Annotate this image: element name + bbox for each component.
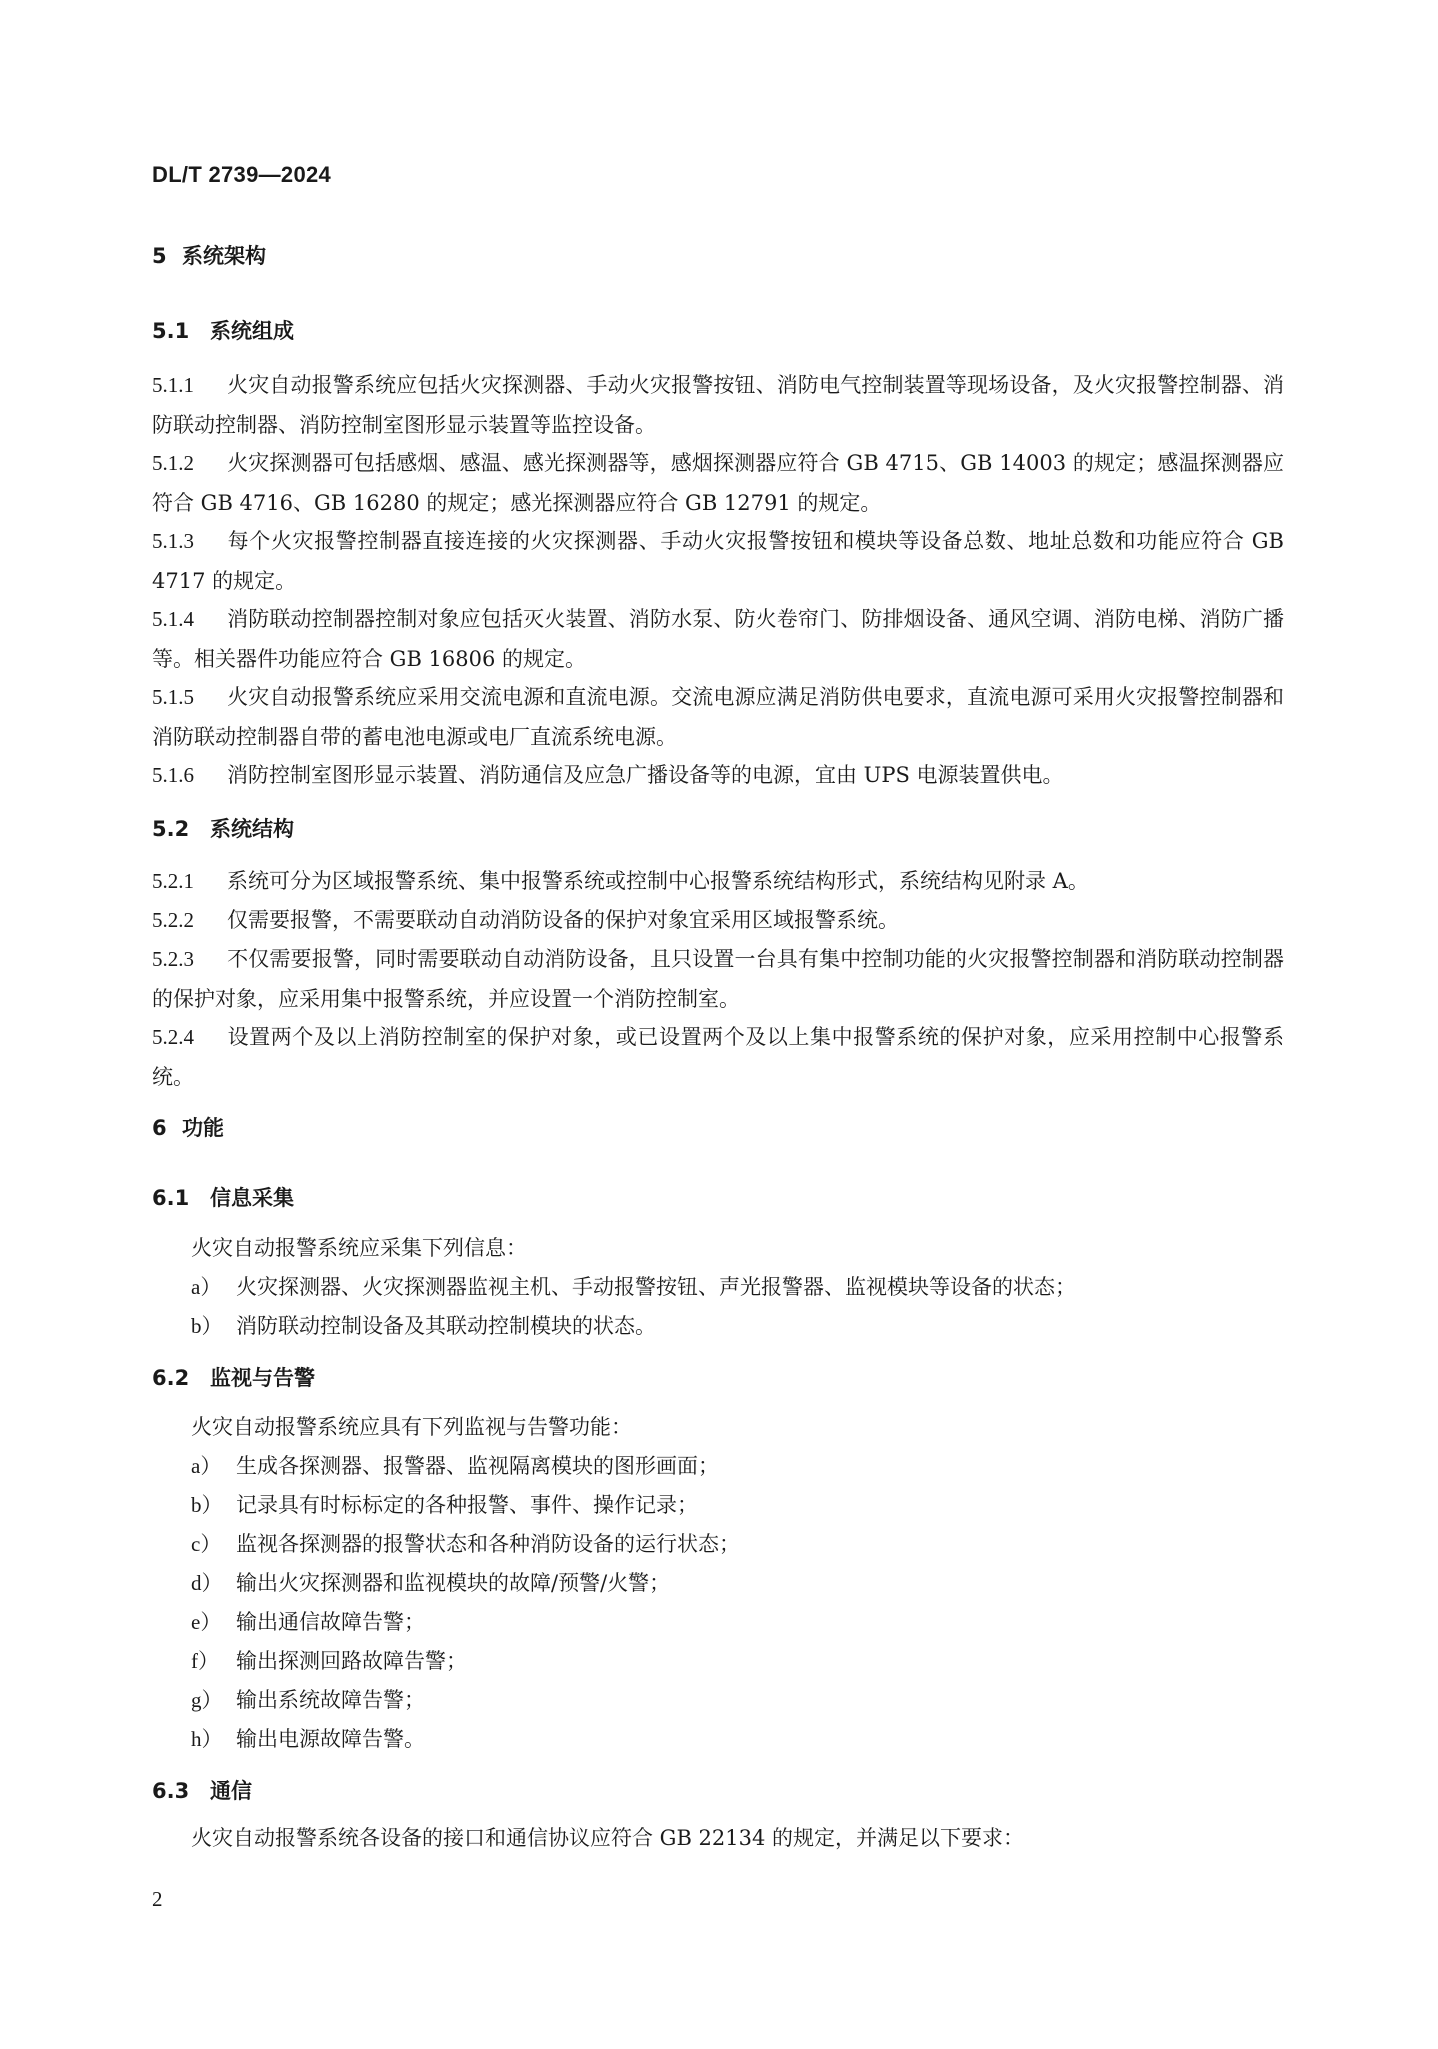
list-text: 输出通信故障告警； [236,1610,425,1634]
section-5-1-heading [152,315,294,345]
section-5-2-heading [152,813,294,843]
clause-text: 不仅需要报警，同时需要联动自动消防设备，且只设置一台具有集中控制功能的火灾报警控制器和消防联动控制器的保护对象，应采用集中报警系统，并应设置一个消防控制室。 [152,947,1284,1011]
list-text: 记录具有时标标定的各种报警、事件、操作记录； [236,1493,698,1517]
section-number: 5.1 [152,319,190,343]
list-item [191,1606,425,1636]
list-text: 火灾探测器、火灾探测器监视主机、手动报警按钮、声光报警器、监视模块等设备的状态； [236,1275,1076,1299]
section-5-heading [152,240,266,270]
list-label: c） [191,1532,222,1556]
section-6-2-heading [152,1362,315,1392]
section-number: 6.2 [152,1366,190,1390]
clause-5-1-3 [152,521,1284,601]
list-item [191,1489,698,1519]
section-6-2-intro: 火灾自动报警系统应具有下列监视与告警功能： [191,1415,632,1439]
list-text: 监视各探测器的报警状态和各种消防设备的运行状态； [236,1532,740,1556]
list-item [191,1310,656,1340]
section-6-1-heading [152,1182,294,1212]
list-label: a） [191,1454,222,1478]
section-title: 系统结构 [210,817,294,841]
clause-text: 每个火灾报警控制器直接连接的火灾探测器、手动火灾报警按钮和模块等设备总数、地址总数和功能应符合 GB 4717 的规定。 [152,529,1284,593]
list-label: f） [191,1649,219,1673]
clause-text: 火灾自动报警系统应包括火灾探测器、手动火灾报警按钮、消防电气控制装置等现场设备，及火灾报警控制器、消防联动控制器、消防控制室图形显示装置等监控设备。 [152,373,1284,437]
list-label: b） [191,1314,223,1338]
clause-5-2-2 [152,900,1284,940]
list-label: b） [191,1493,223,1517]
clause-text: 消防控制室图形显示装置、消防通信及应急广播设备等的电源，宜由 UPS 电源装置供电。 [227,763,1064,787]
clause-5-2-4 [152,1017,1284,1097]
list-label: a） [191,1275,222,1299]
page-number: 2 [152,1887,163,1911]
list-label: h） [191,1727,223,1751]
section-6-1-intro: 火灾自动报警系统应采集下列信息： [191,1236,527,1260]
section-6-heading [152,1112,224,1142]
list-item [191,1645,467,1675]
clause-number: 5.2.3 [152,947,194,971]
clause-number: 5.2.4 [152,1025,194,1049]
list-item [191,1528,740,1558]
section-title: 功能 [182,1116,224,1140]
list-label: e） [191,1610,222,1634]
clause-5-1-2 [152,443,1284,523]
clause-text: 系统可分为区域报警系统、集中报警系统或控制中心报警系统结构形式，系统结构见附录 A。 [227,869,1089,893]
list-item [191,1684,425,1714]
section-title: 通信 [210,1779,252,1803]
section-title: 系统组成 [210,319,294,343]
section-title: 系统架构 [182,244,266,268]
clause-5-1-4 [152,599,1284,679]
list-text: 生成各探测器、报警器、监视隔离模块的图形画面； [236,1454,719,1478]
section-title: 信息采集 [210,1186,294,1210]
clause-number: 5.2.1 [152,869,194,893]
clause-number: 5.1.2 [152,451,194,475]
clause-5-1-5 [152,677,1284,757]
clause-number: 5.1.5 [152,685,194,709]
list-text: 输出探测回路故障告警； [236,1649,467,1673]
section-number: 6.3 [152,1779,190,1803]
clause-number: 5.1.3 [152,529,194,553]
clause-number: 5.2.2 [152,908,194,932]
clause-5-2-3 [152,939,1284,1019]
clause-5-1-6 [152,755,1284,795]
section-number: 5.2 [152,817,190,841]
section-number: 5 [152,244,167,268]
list-text: 消防联动控制设备及其联动控制模块的状态。 [236,1314,656,1338]
list-text: 输出电源故障告警。 [236,1727,425,1751]
clause-text: 设置两个及以上消防控制室的保护对象，或已设置两个及以上集中报警系统的保护对象，应采用控制中心报警系统。 [152,1025,1284,1089]
section-number: 6.1 [152,1186,190,1210]
list-label: g） [191,1688,223,1712]
list-item [191,1450,719,1480]
list-item [191,1723,425,1753]
clause-5-1-1 [152,365,1284,445]
list-label: d） [191,1571,223,1595]
section-title: 监视与告警 [210,1366,315,1390]
clause-text: 火灾自动报警系统应采用交流电源和直流电源。交流电源应满足消防供电要求，直流电源可采用火灾报警控制器和消防联动控制器自带的蓄电池电源或电厂直流系统电源。 [152,685,1284,749]
section-6-3-heading [152,1775,252,1805]
clause-number: 5.1.6 [152,763,194,787]
document-code: DL/T 2739—2024 [152,162,332,187]
clause-text: 消防联动控制器控制对象应包括灭火装置、消防水泵、防火卷帘门、防排烟设备、通风空调、消防电梯、消防广播等。相关器件功能应符合 GB 16806 的规定。 [152,607,1284,671]
list-item [191,1567,670,1597]
section-6-3-intro: 火灾自动报警系统各设备的接口和通信协议应符合 GB 22134 的规定，并满足以下要求： [191,1826,1025,1850]
list-text: 输出火灾探测器和监视模块的故障/预警/火警； [236,1571,671,1595]
clause-number: 5.1.4 [152,607,194,631]
clause-text: 仅需要报警，不需要联动自动消防设备的保护对象宜采用区域报警系统。 [227,908,899,932]
list-text: 输出系统故障告警； [236,1688,425,1712]
list-item [191,1271,1076,1301]
clause-number: 5.1.1 [152,373,194,397]
section-number: 6 [152,1116,167,1140]
clause-text: 火灾探测器可包括感烟、感温、感光探测器等，感烟探测器应符合 GB 4715、GB 14003 的规定；感温探测器应符合 GB 4716、GB 16280 的规定；感光探测器应符合 GB 12791 的规定。 [152,451,1284,515]
clause-5-2-1 [152,861,1284,901]
